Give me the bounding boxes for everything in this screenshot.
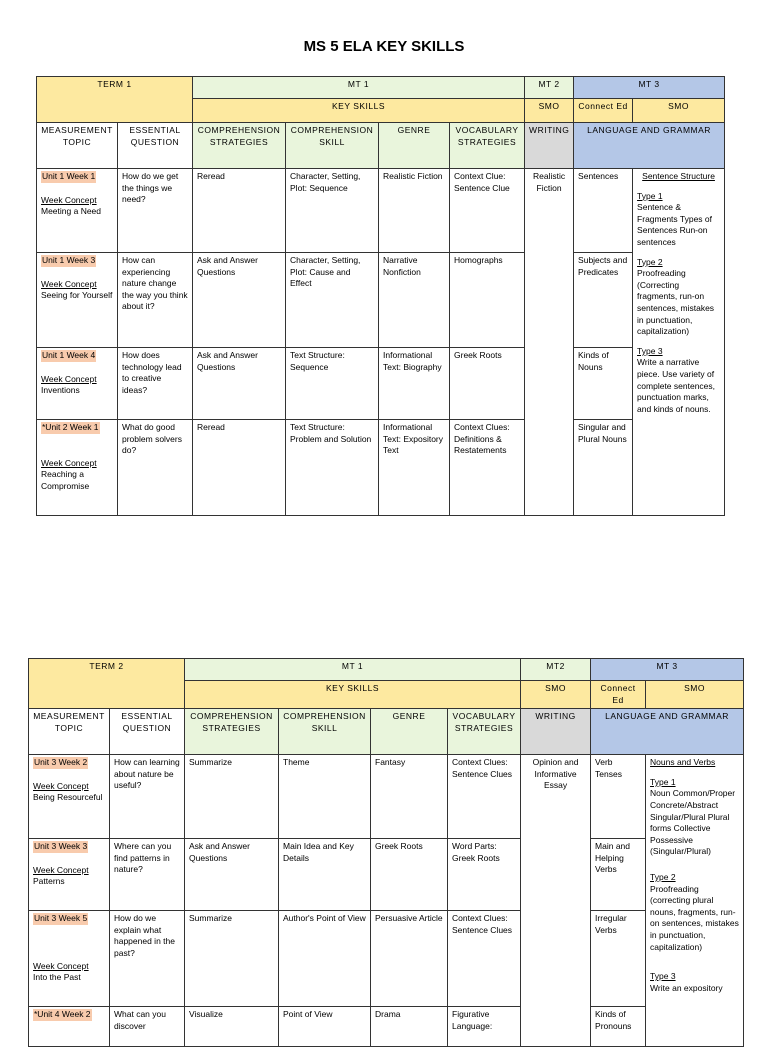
page-title: MS 5 ELA KEY SKILLS bbox=[303, 38, 465, 55]
col-header-genre: GENRE bbox=[379, 123, 450, 169]
strategy-cell: Ask and Answer Questions bbox=[185, 839, 279, 911]
connect-ed-cell: Kinds of Pronouns bbox=[591, 1007, 646, 1047]
vocab-cell: Context Clues: Definitions & Restatements bbox=[450, 420, 525, 516]
col-header-strategies: COMPREHENSION STRATEGIES bbox=[185, 709, 279, 755]
table-row bbox=[29, 911, 744, 1007]
unit-label: Unit 3 Week 5 bbox=[34, 913, 88, 924]
connect-ed-cell: Singular and Plural Nouns bbox=[574, 420, 633, 516]
term-label: TERM 2 bbox=[29, 659, 185, 709]
strategy-cell: Reread bbox=[193, 420, 286, 516]
mt1-header: MT 1 bbox=[193, 77, 525, 99]
smo-header-2: SMO bbox=[633, 99, 725, 123]
type-1-label: Type 1 bbox=[637, 190, 663, 201]
unit-label: Unit 1 Week 3 bbox=[42, 255, 96, 265]
skill-cell: Point of View bbox=[279, 1007, 371, 1047]
vocab-cell: Context Clues: Sentence Clues bbox=[448, 911, 521, 1007]
smo-header-2: SMO bbox=[646, 681, 744, 709]
connect-ed-header: Connect Ed bbox=[591, 681, 646, 709]
connect-ed-cell: Irregular Verbs bbox=[591, 911, 646, 1007]
col-header-vocab: VOCABULARY STRATEGIES bbox=[450, 123, 525, 169]
question-cell: How can learning about nature be useful? bbox=[110, 755, 185, 839]
grammar-cell bbox=[646, 755, 744, 1047]
week-concept-label: Week Concept bbox=[41, 194, 97, 205]
week-concept-label: Week Concept bbox=[33, 780, 89, 791]
col-header-writing: WRITING bbox=[525, 123, 574, 169]
vocab-cell: Figurative Language: bbox=[448, 1007, 521, 1047]
col-header-measurement: MEASUREMENT TOPIC bbox=[29, 709, 110, 755]
col-header-genre: GENRE bbox=[371, 709, 448, 755]
week-concept-label: Week Concept bbox=[41, 278, 97, 289]
genre-cell: Informational Text: Expository Text bbox=[379, 420, 450, 516]
col-header-skill: COMPREHENSION SKILL bbox=[286, 123, 379, 169]
unit-label: Unit 1 Week 1 bbox=[42, 171, 96, 181]
table-row bbox=[29, 755, 744, 839]
measurement-cell bbox=[37, 169, 118, 253]
connect-ed-header: Connect Ed bbox=[574, 99, 633, 123]
vocab-cell: Context Clues: Sentence Clues bbox=[448, 755, 521, 839]
grammar-heading: Nouns and Verbs bbox=[650, 757, 716, 768]
week-concept-label: Week Concept bbox=[41, 457, 97, 468]
strategy-cell: Ask and Answer Questions bbox=[193, 348, 286, 420]
term1-table bbox=[36, 76, 725, 516]
skill-cell: Text Structure: Problem and Solution bbox=[286, 420, 379, 516]
unit-label: *Unit 4 Week 2 bbox=[34, 1009, 91, 1020]
type-3-label: Type 3 bbox=[637, 345, 663, 356]
unit-label: Unit 1 Week 4 bbox=[42, 350, 96, 360]
mt1-header: MT 1 bbox=[185, 659, 521, 681]
mt2-header: MT 2 bbox=[525, 77, 574, 99]
table-row bbox=[29, 839, 744, 911]
measurement-cell bbox=[29, 839, 110, 911]
type-3-label: Type 3 bbox=[650, 971, 676, 982]
question-cell: How do we get the things we need? bbox=[118, 169, 193, 253]
smo-header: SMO bbox=[521, 681, 591, 709]
type-3-text: Write an expository bbox=[650, 982, 723, 993]
measurement-cell bbox=[29, 911, 110, 1007]
key-skills-header: KEY SKILLS bbox=[193, 99, 525, 123]
week-concept: Being Resourceful bbox=[33, 792, 103, 803]
term-label: TERM 1 bbox=[37, 77, 193, 123]
col-header-skill: COMPREHENSION SKILL bbox=[279, 709, 371, 755]
mt2-header: MT2 bbox=[521, 659, 591, 681]
col-header-writing: WRITING bbox=[521, 709, 591, 755]
strategy-cell: Summarize bbox=[185, 755, 279, 839]
unit-label: Unit 3 Week 2 bbox=[34, 757, 88, 768]
strategy-cell: Ask and Answer Questions bbox=[193, 253, 286, 348]
question-cell: Where can you find patterns in nature? bbox=[110, 839, 185, 911]
question-cell: What can you discover bbox=[110, 1007, 185, 1047]
genre-cell: Fantasy bbox=[371, 755, 448, 839]
week-concept: Inventions bbox=[41, 385, 80, 396]
table-row bbox=[37, 253, 725, 348]
question-cell: How can experiencing nature change the way you think about it? bbox=[118, 253, 193, 348]
genre-cell: Realistic Fiction bbox=[379, 169, 450, 253]
measurement-cell bbox=[29, 1007, 110, 1047]
key-skills-header: KEY SKILLS bbox=[185, 681, 521, 709]
type-2-text: Proofreading (correcting plural nouns, fragments, run-on sentences, mistakes in punctuation, capitalization) bbox=[650, 883, 739, 952]
writing-cell: Realistic Fiction bbox=[525, 169, 574, 516]
connect-ed-cell: Kinds of Nouns bbox=[574, 348, 633, 420]
table-row bbox=[29, 1007, 744, 1047]
skill-cell: Theme bbox=[279, 755, 371, 839]
strategy-cell: Reread bbox=[193, 169, 286, 253]
col-header-grammar: LANGUAGE AND GRAMMAR bbox=[591, 709, 744, 755]
week-concept: Into the Past bbox=[33, 972, 81, 983]
mt3-header: MT 3 bbox=[574, 77, 725, 99]
week-concept: Patterns bbox=[33, 876, 65, 887]
mt3-header: MT 3 bbox=[591, 659, 744, 681]
table-row bbox=[37, 169, 725, 253]
skill-cell: Character, Setting, Plot: Cause and Effect bbox=[286, 253, 379, 348]
week-concept-label: Week Concept bbox=[41, 373, 97, 384]
col-header-strategies: COMPREHENSION STRATEGIES bbox=[193, 123, 286, 169]
unit-label: Unit 3 Week 3 bbox=[34, 841, 88, 852]
connect-ed-cell: Main and Helping Verbs bbox=[591, 839, 646, 911]
col-header-grammar: LANGUAGE AND GRAMMAR bbox=[574, 123, 725, 169]
question-cell: How does technology lead to creative ideas? bbox=[118, 348, 193, 420]
genre-cell: Persuasive Article bbox=[371, 911, 448, 1007]
week-concept: Meeting a Need bbox=[41, 206, 102, 217]
col-header-question: ESSENTIAL QUESTION bbox=[118, 123, 193, 169]
connect-ed-cell: Sentences bbox=[574, 169, 633, 253]
skill-cell: Main Idea and Key Details bbox=[279, 839, 371, 911]
type-1-label: Type 1 bbox=[650, 776, 676, 787]
strategy-cell: Visualize bbox=[185, 1007, 279, 1047]
smo-header: SMO bbox=[525, 99, 574, 123]
connect-ed-cell: Verb Tenses bbox=[591, 755, 646, 839]
grammar-heading: Sentence Structure bbox=[642, 171, 715, 181]
vocab-cell: Greek Roots bbox=[450, 348, 525, 420]
writing-cell: Opinion and Informative Essay bbox=[521, 755, 591, 1047]
type-3-text: Write a narrative piece. Use variety of complete sentences, punctuation marks, and kinds of nouns. bbox=[637, 357, 716, 414]
type-2-text: Proofreading (Correcting fragments, run-on sentences, mistakes in punctuation, capitalization) bbox=[637, 268, 715, 337]
vocab-cell: Word Parts: Greek Roots bbox=[448, 839, 521, 911]
type-2-label: Type 2 bbox=[650, 871, 676, 882]
table-row bbox=[37, 420, 725, 516]
vocab-cell: Homographs bbox=[450, 253, 525, 348]
vocab-cell: Context Clue: Sentence Clue bbox=[450, 169, 525, 253]
measurement-cell bbox=[37, 348, 118, 420]
skill-cell: Author's Point of View bbox=[279, 911, 371, 1007]
week-concept-label: Week Concept bbox=[33, 864, 89, 875]
measurement-cell bbox=[37, 253, 118, 348]
question-cell: How do we explain what happened in the past? bbox=[110, 911, 185, 1007]
genre-cell: Informational Text: Biography bbox=[379, 348, 450, 420]
col-header-vocab: VOCABULARY STRATEGIES bbox=[448, 709, 521, 755]
unit-label: *Unit 2 Week 1 bbox=[42, 422, 99, 432]
week-concept-label: Week Concept bbox=[33, 960, 89, 971]
col-header-question: ESSENTIAL QUESTION bbox=[110, 709, 185, 755]
genre-cell: Drama bbox=[371, 1007, 448, 1047]
strategy-cell: Summarize bbox=[185, 911, 279, 1007]
genre-cell: Greek Roots bbox=[371, 839, 448, 911]
skill-cell: Text Structure: Sequence bbox=[286, 348, 379, 420]
connect-ed-cell: Subjects and Predicates bbox=[574, 253, 633, 348]
skill-cell: Character, Setting, Plot: Sequence bbox=[286, 169, 379, 253]
type-2-label: Type 2 bbox=[637, 256, 663, 267]
grammar-cell bbox=[633, 169, 725, 516]
term2-table bbox=[28, 658, 744, 1047]
week-concept: Seeing for Yourself bbox=[41, 290, 113, 301]
type-1-text: Sentence & Fragments Types of Sentences Run-on sentences bbox=[637, 202, 713, 247]
measurement-cell bbox=[37, 420, 118, 516]
type-1-text: Noun Common/Proper Concrete/Abstract Singular/Plural Plural forms Collective Possessive (Singular/Plural) bbox=[650, 788, 736, 857]
week-concept: Reaching a Compromise bbox=[41, 469, 90, 491]
table-row bbox=[37, 348, 725, 420]
question-cell: What do good problem solvers do? bbox=[118, 420, 193, 516]
measurement-cell bbox=[29, 755, 110, 839]
col-header-measurement: MEASUREMENT TOPIC bbox=[37, 123, 118, 169]
genre-cell: Narrative Nonfiction bbox=[379, 253, 450, 348]
